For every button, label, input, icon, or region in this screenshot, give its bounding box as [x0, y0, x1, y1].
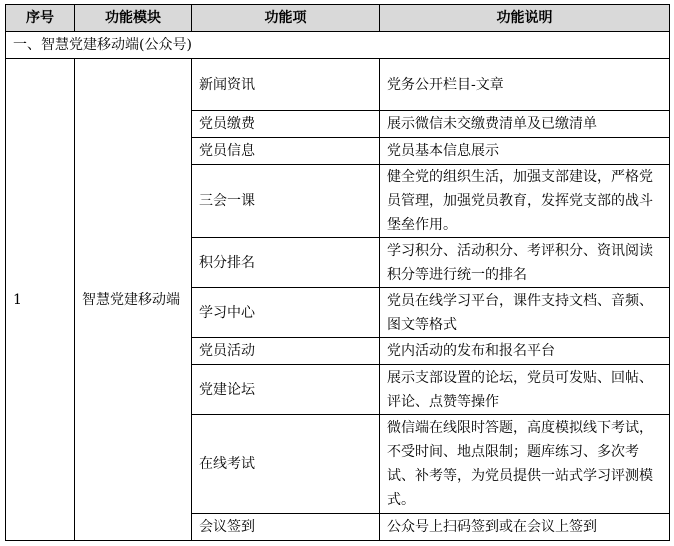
feature-description: 党内活动的发布和报名平台	[380, 338, 670, 365]
feature-item: 学习中心	[192, 288, 380, 338]
feature-item: 党建论坛	[192, 365, 380, 415]
feature-description: 学习积分、活动积分、考评积分、资讯阅读积分等进行统一的排名	[380, 238, 670, 288]
feature-description: 党员基本信息展示	[380, 138, 670, 165]
section-row	[6, 32, 670, 59]
header-row	[6, 5, 670, 32]
feature-item: 会议签到	[192, 514, 380, 541]
feature-item: 积分排名	[192, 238, 380, 288]
module-name: 智慧党建移动端	[75, 59, 192, 541]
feature-item: 党员缴费	[192, 111, 380, 138]
feature-item: 在线考试	[192, 415, 380, 514]
feature-item: 三会一课	[192, 165, 380, 238]
feature-description: 微信端在线限时答题，高度模拟线下考试，不受时间、地点限制；题库练习、多次考试、补考等，为党员提供一站式学习评测模式。	[380, 415, 670, 514]
feature-description: 展示微信未交缴费清单及已缴清单	[380, 111, 670, 138]
feature-item: 党员活动	[192, 338, 380, 365]
feature-description: 健全党的组织生活，加强支部建设，严格党员管理，加强党员教育，发挥党支部的战斗堡垒作用。	[380, 165, 670, 238]
section-title: 一、智慧党建移动端(公众号)	[6, 32, 670, 59]
table-row	[6, 59, 670, 111]
feature-description: 党务公开栏目-文章	[380, 59, 670, 111]
feature-description: 展示支部设置的论坛，党员可发贴、回帖、评论、点赞等操作	[380, 365, 670, 415]
row-number: 1	[6, 59, 75, 541]
header-number: 序号	[6, 5, 75, 32]
header-description: 功能说明	[380, 5, 670, 32]
function-spec-table	[5, 4, 670, 541]
feature-description: 公众号上扫码签到或在会议上签到	[380, 514, 670, 541]
header-module: 功能模块	[75, 5, 192, 32]
header-item: 功能项	[192, 5, 380, 32]
feature-item: 新闻资讯	[192, 59, 380, 111]
feature-description: 党员在线学习平台，课件支持文档、音频、图文等格式	[380, 288, 670, 338]
feature-item: 党员信息	[192, 138, 380, 165]
